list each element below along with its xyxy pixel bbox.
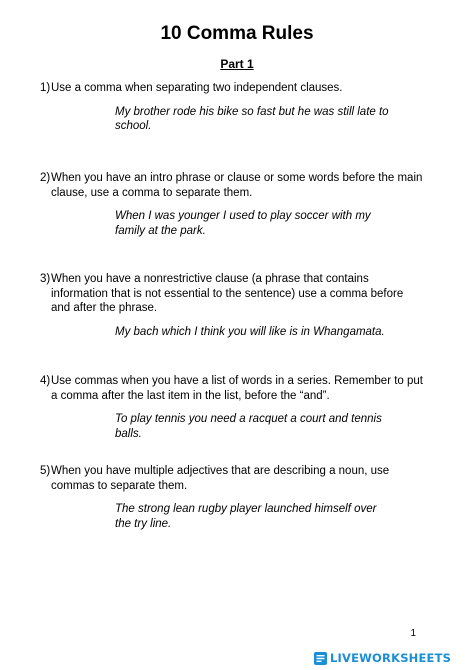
page-number: 1: [410, 628, 416, 639]
rule-example: My bach which I think you will like is in Whangamata.: [115, 325, 385, 338]
rule-number: 3): [40, 273, 51, 285]
liveworksheets-logo-icon: [314, 652, 327, 665]
rule-number: 1): [40, 82, 51, 94]
rule-item: [40, 81, 440, 134]
rule-text: Use a comma when separating two independent clauses.: [51, 82, 343, 94]
rule-item: [40, 272, 440, 339]
rule-item: [40, 374, 440, 441]
rule-example: To play tennis you need a racquet a court and tennis balls.: [115, 413, 382, 440]
rule-text: When you have multiple adjectives that are describing a noun, use commas to separate them.: [51, 465, 390, 492]
rule-number: 4): [40, 375, 51, 387]
rule-example: My brother rode his bike so fast but he was still late to school.: [115, 105, 389, 132]
rule-number: 5): [40, 465, 51, 477]
rule-text: Use commas when you have a list of words in a series. Remember to put a comma after the last item in the list, before the “and”.: [51, 375, 423, 402]
rule-example: When I was younger I used to play soccer with my family at the park.: [115, 210, 371, 237]
part-heading: Part 1: [220, 57, 254, 71]
rule-item: [40, 171, 440, 238]
document-title: 10 Comma Rules: [160, 23, 314, 44]
rule-item: [40, 464, 440, 531]
watermark-text: LIVEWORKSHEETS: [330, 651, 452, 665]
liveworksheets-watermark: [314, 650, 451, 666]
rule-text: When you have an intro phrase or clause or some words before the main clause, use a comma to separate them.: [51, 172, 423, 199]
rule-number: 2): [40, 172, 51, 184]
rule-text: When you have a nonrestrictive clause (a phrase that contains information that is not essential to the sentence) use a comma before and after the phrase.: [51, 273, 404, 314]
rule-example: The strong lean rugby player launched himself over the try line.: [115, 503, 377, 530]
